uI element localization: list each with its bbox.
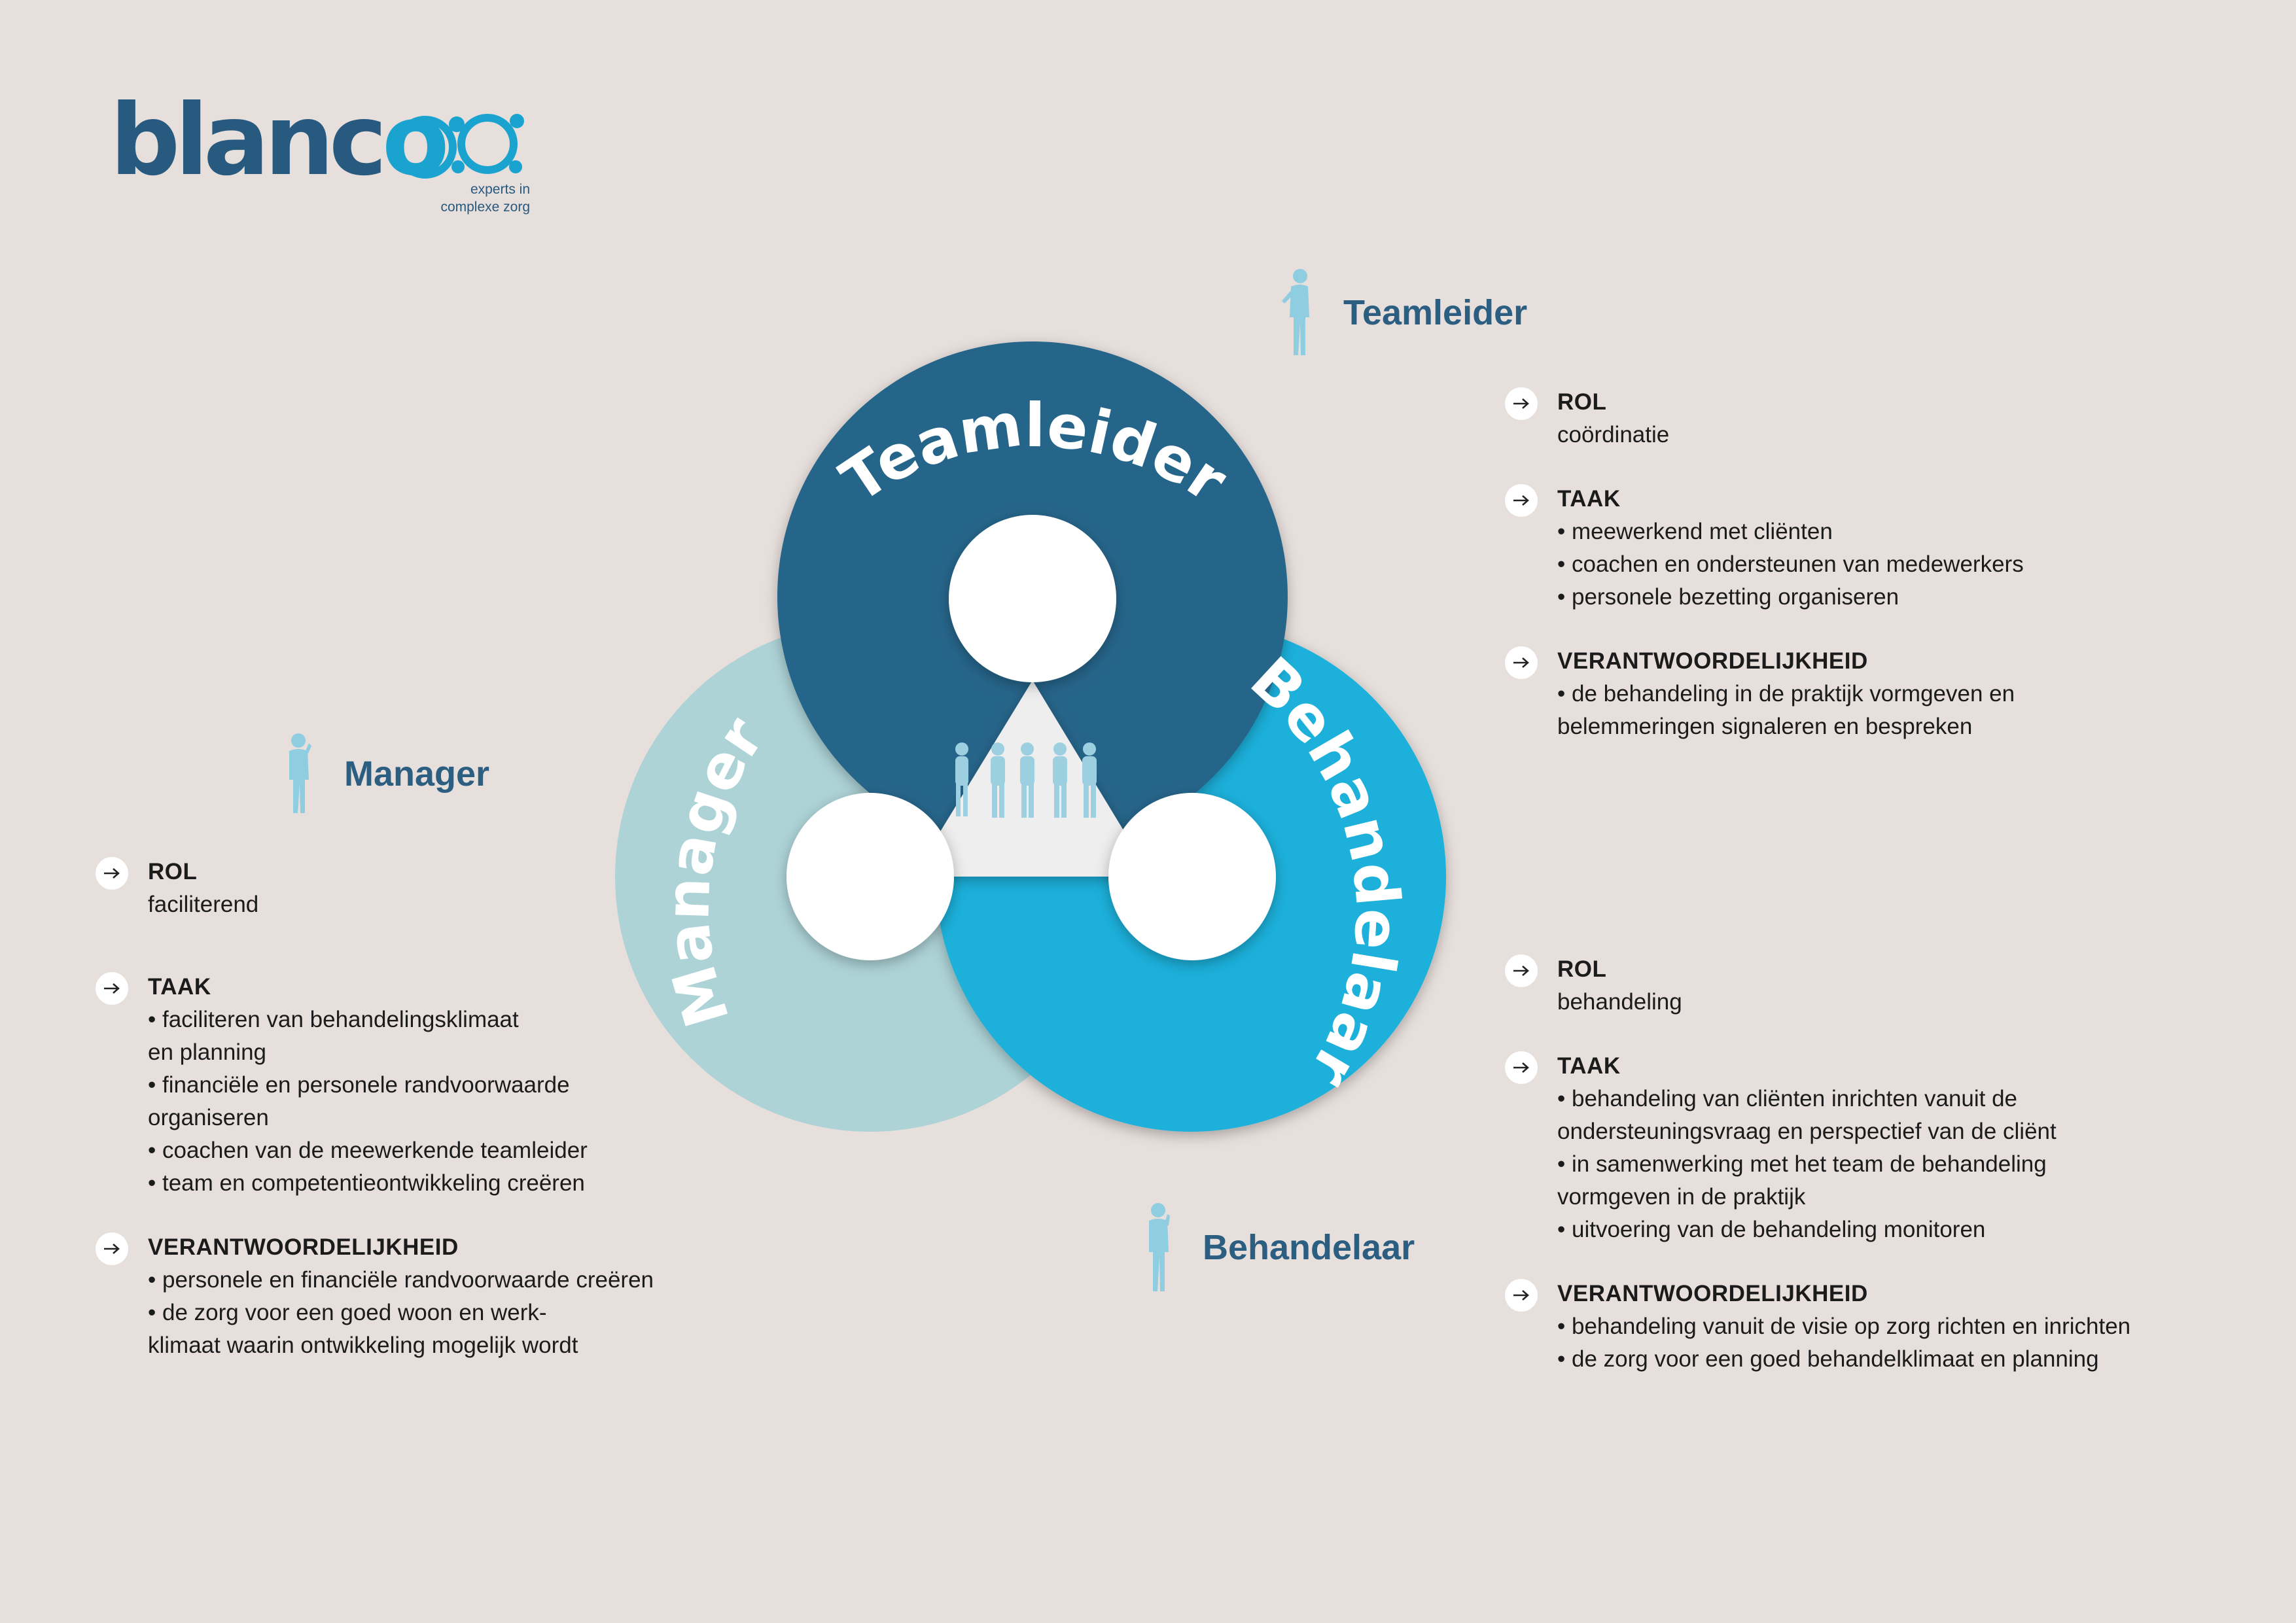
section-label: TAAK [1557, 486, 1621, 512]
section-text: behandeling [1557, 989, 1682, 1015]
section-text: organiseren [148, 1105, 269, 1130]
teamleider-heading [1279, 268, 1527, 357]
section-text: coördinatie [1557, 422, 1670, 447]
arrow-right-icon [1505, 954, 1538, 987]
behandelaar-info [1505, 953, 2130, 1407]
section-text: • de zorg voor een goed behandelklimaat en planning [1557, 1346, 2099, 1372]
section-label: VERANTWOORDELIJKHEID [1557, 648, 1868, 674]
section-text: • in samenwerking met het team de behandeling [1557, 1151, 2047, 1177]
teamleider-circle-label: Teamleider [828, 389, 1239, 516]
logo-tagline: experts in complexe zorg [440, 182, 530, 215]
section-label: VERANTWOORDELIJKHEID [1557, 1281, 1868, 1306]
section-label: ROL [148, 859, 198, 884]
section-text: belemmeringen signaleren en bespreken [1557, 714, 1973, 739]
section-text: • financiële en personele randvoorwaarde [148, 1072, 570, 1098]
section-label: VERANTWOORDELIJKHEID [148, 1234, 459, 1260]
section-text: • personele en financiële randvoorwaarde creëren [148, 1267, 654, 1293]
arrow-right-icon [96, 1232, 128, 1265]
behandelaar-rol [1505, 953, 2130, 1019]
manager-taak [96, 971, 654, 1200]
manager-title: Manager [344, 754, 490, 794]
section-text: • de behandeling in de praktijk vormgeven en [1557, 681, 2015, 707]
logo-wordmark: blanco [110, 84, 444, 198]
section-text: • team en competentieontwikkeling creëren [148, 1170, 585, 1196]
arrow-right-icon [1505, 1279, 1538, 1312]
section-text: • coachen van de meewerkende teamleider [148, 1138, 588, 1163]
person-icon [1279, 268, 1318, 357]
teamleider-rol [1505, 386, 2024, 451]
section-text: • behandeling vanuit de visie op zorg richten en inrichten [1557, 1314, 2131, 1339]
arrow-right-icon [1505, 646, 1538, 679]
section-label: ROL [1557, 389, 1607, 415]
section-text: ondersteuningsvraag en perspectief van de cliënt [1557, 1119, 2057, 1144]
behandelaar-circle-label: Behandelaar [1237, 644, 1413, 1100]
section-text: klimaat waarin ontwikkeling mogelijk wordt [148, 1333, 578, 1358]
manager-circle-label: Manager [652, 705, 778, 1035]
manager-heading [280, 733, 489, 814]
arrow-right-icon [96, 972, 128, 1005]
person-icon [280, 733, 319, 814]
teamleider-verantwoordelijkheid [1505, 645, 2024, 743]
behandelaar-inner-disc [1108, 793, 1276, 960]
section-label: TAAK [148, 974, 211, 1000]
section-text: • personele bezetting organiseren [1557, 584, 1899, 610]
behandelaar-heading [1139, 1202, 1415, 1293]
section-text: • meewerkend met cliënten [1557, 519, 1833, 544]
section-text: • coachen en ondersteunen van medewerkers [1557, 551, 2024, 577]
section-text: • behandeling van cliënten inrichten vanuit de [1557, 1086, 2018, 1111]
arrow-right-icon [96, 857, 128, 890]
arrow-right-icon [1505, 387, 1538, 420]
person-icon [1139, 1202, 1178, 1293]
teamleider-taak [1505, 483, 2024, 614]
behandelaar-verantwoordelijkheid [1505, 1278, 2130, 1376]
section-text: vormgeven in de praktijk [1557, 1184, 1806, 1210]
manager-inner-disc [786, 793, 954, 960]
manager-rol [96, 856, 654, 921]
section-text: • de zorg voor een goed woon en werk- [148, 1300, 547, 1325]
teamleider-info [1505, 386, 2024, 775]
section-text: • faciliteren van behandelingsklimaat [148, 1007, 519, 1032]
section-text: • uitvoering van de behandeling monitoren [1557, 1217, 1986, 1242]
behandelaar-taak [1505, 1050, 2130, 1246]
arrow-right-icon [1505, 484, 1538, 517]
manager-verantwoordelijkheid [96, 1231, 654, 1362]
teamleider-title: Teamleider [1343, 292, 1528, 332]
section-text: faciliterend [148, 892, 259, 917]
section-label: TAAK [1557, 1053, 1621, 1079]
behandelaar-title: Behandelaar [1203, 1228, 1415, 1267]
teamleider-inner-disc [949, 515, 1116, 682]
manager-info [96, 856, 654, 1393]
section-label: ROL [1557, 956, 1607, 982]
arrow-right-icon [1505, 1051, 1538, 1084]
section-text: en planning [148, 1039, 266, 1065]
